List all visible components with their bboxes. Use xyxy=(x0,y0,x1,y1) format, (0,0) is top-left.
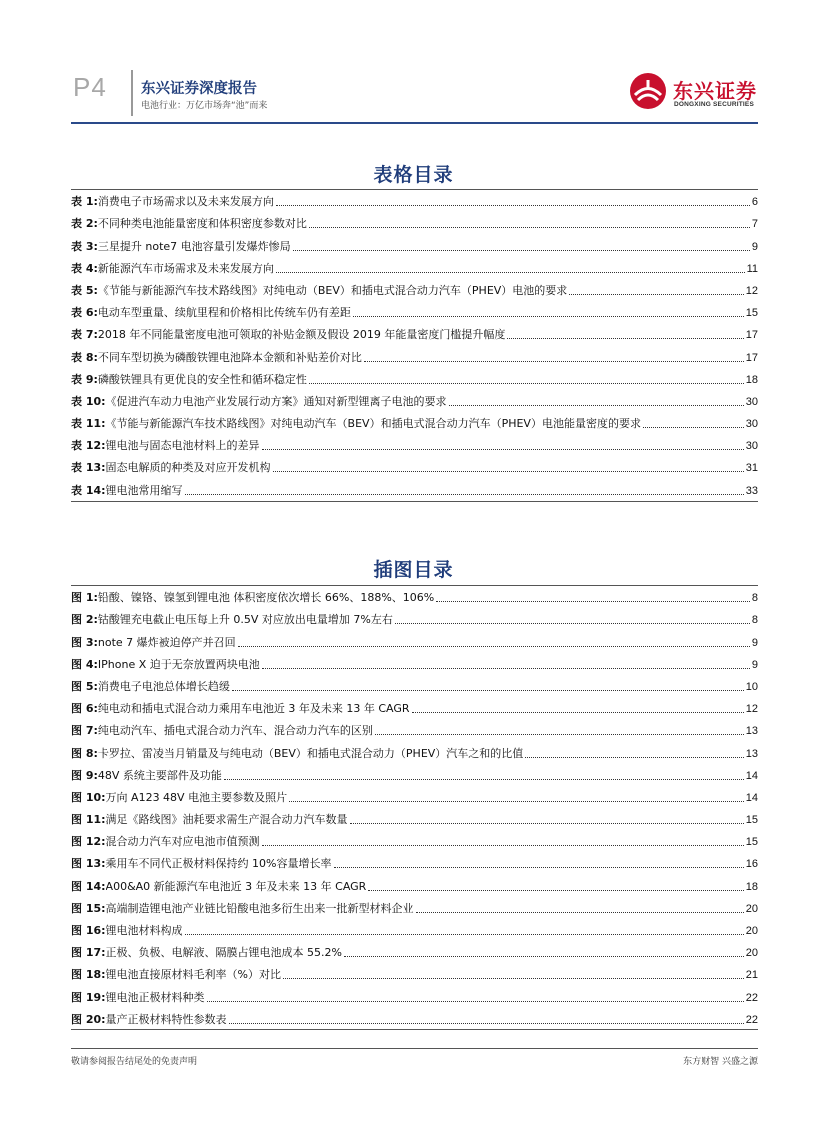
table-toc-entry-title: 电动车型重量、续航里程和价格相比传统车仍有差距 xyxy=(97,306,351,320)
table-toc-entry[interactable] xyxy=(71,254,758,276)
table-toc-entry-number: 表 6: xyxy=(71,306,98,320)
figure-toc-entry[interactable] xyxy=(71,627,758,649)
figure-toc-entry[interactable] xyxy=(71,650,758,672)
figures-toc-title: 插图目录 xyxy=(373,559,454,581)
table-toc-entry-page: 17 xyxy=(745,351,758,364)
dot-leader xyxy=(309,383,744,384)
table-toc-entry-page: 12 xyxy=(745,284,758,297)
table-toc-entry-number: 表 13: xyxy=(71,461,106,475)
figure-toc-entry-number: 图 19: xyxy=(71,990,106,1004)
figure-toc-entry-title: 高端制造锂电池产业链比铅酸电池多衍生出来一批新型材料企业 xyxy=(105,901,414,915)
dot-leader xyxy=(344,956,744,957)
dot-leader xyxy=(364,361,744,362)
figure-toc-entry-page: 10 xyxy=(745,680,758,693)
figure-toc-entry-page: 15 xyxy=(745,836,758,849)
figure-toc-entry[interactable] xyxy=(71,916,758,938)
dot-leader xyxy=(185,934,744,935)
table-toc-entry[interactable] xyxy=(71,365,758,387)
header-divider xyxy=(131,70,133,116)
figure-toc-entry-page: 18 xyxy=(745,880,758,893)
figure-toc-entry-title: A00&A0 新能源汽车电池近 3 年及未来 13 年 CAGR xyxy=(105,879,367,893)
figure-toc-entry[interactable] xyxy=(71,871,758,893)
report-subtitle: 电池行业：万亿市场奔“池”而来 xyxy=(141,101,268,111)
figure-toc-entry-number: 图 15: xyxy=(71,901,106,915)
figures-toc-list xyxy=(71,583,758,1027)
table-toc-entry-number: 表 11: xyxy=(71,417,106,431)
figure-toc-entry-number: 图 11: xyxy=(71,813,106,827)
figure-toc-entry-title: 正极、负极、电解液、隔膜占锂电池成本 55.2% xyxy=(105,946,342,960)
figure-toc-entry[interactable] xyxy=(71,827,758,849)
figure-toc-entry-title: 卡罗拉、雷凌当月销量及与纯电动（BEV）和插电式混合动力（PHEV）汽车之和的比值 xyxy=(97,746,524,760)
dot-leader xyxy=(525,757,743,758)
figure-toc-entry-number: 图 7: xyxy=(71,724,98,738)
table-toc-entry-number: 表 3: xyxy=(71,239,98,253)
figure-toc-entry[interactable] xyxy=(71,938,758,960)
dot-leader xyxy=(643,427,744,428)
company-logo xyxy=(629,72,764,116)
table-toc-entry[interactable] xyxy=(71,387,758,409)
dot-leader xyxy=(232,690,744,691)
table-toc-entry-title: 《促进汽车动力电池产业发展行动方案》通知对新型锂离子电池的要求 xyxy=(105,394,447,408)
table-toc-entry-title: 锂电池与固态电池材料上的差异 xyxy=(105,439,260,453)
table-toc-entry[interactable] xyxy=(71,298,758,320)
figure-toc-entry-number: 图 13: xyxy=(71,857,106,871)
table-toc-entry[interactable] xyxy=(71,276,758,298)
table-toc-entry-page: 9 xyxy=(751,240,758,253)
dot-leader xyxy=(229,1023,744,1024)
table-toc-entry-page: 11 xyxy=(746,262,758,275)
dot-leader xyxy=(436,601,750,602)
table-toc-entry-title: 锂电池常用缩写 xyxy=(105,483,183,497)
figure-toc-entry-page: 20 xyxy=(745,902,758,915)
table-toc-entry-page: 30 xyxy=(745,418,758,431)
table-toc-entry-page: 18 xyxy=(745,373,758,386)
figure-toc-entry-title: 万向 A123 48V 电池主要参数及照片 xyxy=(105,790,288,804)
tables-toc-bottom-rule xyxy=(71,501,758,502)
figure-toc-entry-title: 铅酸、镍铬、镍氢到锂电池 体积密度依次增长 66%、188%、106% xyxy=(97,591,435,605)
footer-slogan: 东方财智 兴盛之源 xyxy=(683,1057,758,1067)
figure-toc-entry-number: 图 10: xyxy=(71,790,106,804)
figure-toc-entry-title: note 7 爆炸被迫停产并召回 xyxy=(97,635,236,649)
figure-toc-entry-page: 8 xyxy=(751,592,758,605)
page-number: P4 xyxy=(73,72,107,102)
dot-leader xyxy=(224,779,744,780)
figure-toc-entry-title: 锂电池直接原材料毛利率（%）对比 xyxy=(105,968,281,982)
figure-toc-entry-title: 48V 系统主要部件及功能 xyxy=(97,768,222,782)
table-toc-entry-page: 7 xyxy=(751,218,758,231)
dot-leader xyxy=(262,845,744,846)
footer-rule xyxy=(71,1048,758,1049)
dot-leader xyxy=(293,250,750,251)
table-toc-entry-title: 三星提升 note7 电池容量引发爆炸惨局 xyxy=(97,239,291,253)
dot-leader xyxy=(309,227,750,228)
figure-toc-entry[interactable] xyxy=(71,716,758,738)
table-toc-entry-title: 新能源汽车市场需求及未来发展方向 xyxy=(97,261,274,275)
dot-leader xyxy=(207,1001,744,1002)
figure-toc-entry[interactable] xyxy=(71,738,758,760)
figure-toc-entry-title: 纯电动汽车、插电式混合动力汽车、混合动力汽车的区别 xyxy=(97,724,373,738)
report-title: 东兴证券深度报告 xyxy=(141,81,257,97)
table-toc-entry-number: 表 4: xyxy=(71,261,98,275)
figure-toc-entry[interactable] xyxy=(71,583,758,605)
figure-toc-entry[interactable] xyxy=(71,694,758,716)
dot-leader xyxy=(262,449,744,450)
figure-toc-entry-title: 乘用车不同代正极材料保持约 10%容量增长率 xyxy=(105,857,332,871)
figure-toc-entry-number: 图 16: xyxy=(71,924,106,937)
table-toc-entry[interactable] xyxy=(71,409,758,431)
table-toc-entry[interactable] xyxy=(71,209,758,231)
table-toc-entry[interactable] xyxy=(71,342,758,364)
table-toc-entry[interactable] xyxy=(71,231,758,253)
table-toc-entry-number: 表 14: xyxy=(71,483,106,497)
figure-toc-entry[interactable] xyxy=(71,849,758,871)
figure-toc-entry-number: 图 12: xyxy=(71,835,106,849)
dot-leader xyxy=(507,338,743,339)
figure-toc-entry-page: 8 xyxy=(751,614,758,627)
dot-leader xyxy=(276,272,745,273)
figure-toc-entry-number: 图 9: xyxy=(71,768,98,782)
figure-toc-entry-page: 14 xyxy=(745,791,758,804)
figure-toc-entry-title: 纯电动和插电式混合动力乘用车电池近 3 年及未来 13 年 CAGR xyxy=(97,702,410,716)
figure-toc-entry-page: 21 xyxy=(745,969,758,982)
table-toc-entry-number: 表 12: xyxy=(71,439,106,453)
table-toc-entry-page: 30 xyxy=(745,440,758,453)
figure-toc-entry-title: 锂电池材料构成 xyxy=(105,924,183,937)
table-toc-entry-title: 固态电解质的种类及对应开发机构 xyxy=(105,461,271,475)
table-toc-entry-title: 磷酸铁锂具有更优良的安全性和循环稳定性 xyxy=(97,372,307,386)
figure-toc-entry[interactable] xyxy=(71,605,758,627)
logo-chinese-text: 东兴证券 xyxy=(673,79,757,103)
figure-toc-entry-page: 22 xyxy=(745,1013,758,1026)
tables-toc-list xyxy=(71,187,758,498)
table-toc-entry-number: 表 9: xyxy=(71,372,98,386)
figure-toc-entry-page: 13 xyxy=(745,747,758,760)
figure-toc-entry-title: 满足《路线图》油耗要求需生产混合动力汽车数量 xyxy=(105,813,348,827)
figure-toc-entry-number: 图 8: xyxy=(71,746,98,760)
figure-toc-entry[interactable] xyxy=(71,894,758,916)
figure-toc-entry-title: IPhone X 迫于无奈放置两块电池 xyxy=(97,657,260,671)
figure-toc-entry-page: 14 xyxy=(745,769,758,782)
figure-toc-entry-page: 9 xyxy=(751,636,758,649)
dot-leader xyxy=(276,205,750,206)
figure-toc-entry-page: 22 xyxy=(745,991,758,1004)
figure-toc-entry-title: 钴酸锂充电截止电压每上升 0.5V 对应放出电量增加 7%左右 xyxy=(97,613,393,627)
table-toc-entry-title: 消费电子市场需求以及未来发展方向 xyxy=(97,195,274,209)
table-toc-entry-page: 17 xyxy=(745,329,758,342)
figure-toc-entry[interactable] xyxy=(71,783,758,805)
table-toc-entry-title: 不同车型切换为磷酸铁锂电池降本金额和补贴差价对比 xyxy=(97,350,362,364)
dot-leader xyxy=(353,316,744,317)
figure-toc-entry-page: 20 xyxy=(745,925,758,937)
table-toc-entry[interactable] xyxy=(71,187,758,209)
figure-toc-entry-page: 16 xyxy=(745,858,758,871)
table-toc-entry-page: 15 xyxy=(745,307,758,320)
header-rule xyxy=(71,122,758,124)
dot-leader xyxy=(334,867,744,868)
table-toc-entry-number: 表 10: xyxy=(71,394,106,408)
figure-toc-entry[interactable] xyxy=(71,761,758,783)
dot-leader xyxy=(412,712,744,713)
figure-toc-entry-page: 20 xyxy=(745,947,758,960)
figure-toc-entry-number: 图 18: xyxy=(71,968,106,982)
dongxing-logo-icon xyxy=(629,72,667,110)
figure-toc-entry[interactable] xyxy=(71,982,758,1004)
table-toc-entry-number: 表 1: xyxy=(71,195,98,209)
figures-toc-bottom-rule xyxy=(71,1029,758,1030)
dot-leader xyxy=(262,668,750,669)
dot-leader xyxy=(283,978,744,979)
figure-toc-entry-number: 图 2: xyxy=(71,613,98,627)
figure-toc-entry-page: 12 xyxy=(745,703,758,716)
figure-toc-entry-number: 图 5: xyxy=(71,679,98,693)
table-toc-entry-title: 《节能与新能源汽车技术路线图》对纯电动汽车（BEV）和插电式混合动力汽车（PHEV）电池能量密度的要求 xyxy=(105,417,641,431)
table-toc-entry-page: 33 xyxy=(745,484,758,497)
figure-toc-entry-title: 量产正极材料特性参数表 xyxy=(105,1012,227,1026)
figure-toc-entry-page: 15 xyxy=(745,814,758,827)
figure-toc-entry[interactable] xyxy=(71,672,758,694)
dot-leader xyxy=(238,646,750,647)
figure-toc-entry-title: 消费电子电池总体增长趋缓 xyxy=(97,679,230,693)
table-toc-entry-page: 6 xyxy=(751,196,758,209)
table-toc-entry-title: 《节能与新能源汽车技术路线图》对纯电动（BEV）和插电式混合动力汽车（PHEV）电池的要求 xyxy=(97,283,568,297)
dot-leader xyxy=(185,494,744,495)
dot-leader xyxy=(273,471,744,472)
figure-toc-entry-number: 图 3: xyxy=(71,635,98,649)
table-toc-entry-number: 表 5: xyxy=(71,283,98,297)
figure-toc-entry-page: 9 xyxy=(751,658,758,671)
disclaimer-note: 敬请参阅报告结尾处的免责声明 xyxy=(71,1057,198,1067)
dot-leader xyxy=(395,623,750,624)
table-toc-entry-page: 31 xyxy=(745,462,758,475)
figure-toc-entry-number: 图 6: xyxy=(71,702,98,716)
figure-toc-entry-number: 图 17: xyxy=(71,946,106,960)
table-toc-entry-page: 30 xyxy=(745,395,758,408)
table-toc-entry-title: 不同种类电池能量密度和体积密度参数对比 xyxy=(97,217,307,231)
table-toc-entry-number: 表 2: xyxy=(71,217,98,231)
figure-toc-entry[interactable] xyxy=(71,960,758,982)
table-toc-entry-number: 表 7: xyxy=(71,328,98,342)
figure-toc-entry[interactable] xyxy=(71,1005,758,1027)
dot-leader xyxy=(368,890,743,891)
dot-leader xyxy=(289,801,744,802)
logo-english-text: DONGXING SECURITIES xyxy=(674,101,755,108)
table-toc-entry-number: 表 8: xyxy=(71,350,98,364)
figure-toc-entry-number: 图 1: xyxy=(71,591,98,605)
dot-leader xyxy=(350,823,744,824)
dot-leader xyxy=(416,912,744,913)
figure-toc-entry-title: 锂电池正极材料种类 xyxy=(105,990,205,1004)
table-toc-entry[interactable] xyxy=(71,453,758,475)
figure-toc-entry-number: 图 20: xyxy=(71,1012,106,1026)
figure-toc-entry-number: 图 14: xyxy=(71,879,106,893)
table-toc-entry[interactable] xyxy=(71,431,758,453)
dot-leader xyxy=(375,734,744,735)
tables-toc-title: 表格目录 xyxy=(373,164,454,186)
table-toc-entry[interactable] xyxy=(71,320,758,342)
figure-toc-entry-page: 13 xyxy=(745,725,758,738)
figure-toc-entry-number: 图 4: xyxy=(71,657,98,671)
dot-leader xyxy=(569,294,743,295)
figure-toc-entry[interactable] xyxy=(71,805,758,827)
table-toc-entry[interactable] xyxy=(71,475,758,497)
dot-leader xyxy=(449,405,744,406)
table-toc-entry-title: 2018 年不同能量密度电池可领取的补贴金额及假设 2019 年能量密度门槛提升幅度 xyxy=(97,328,506,342)
figure-toc-entry-title: 混合动力汽车对应电池市值预测 xyxy=(105,835,260,849)
